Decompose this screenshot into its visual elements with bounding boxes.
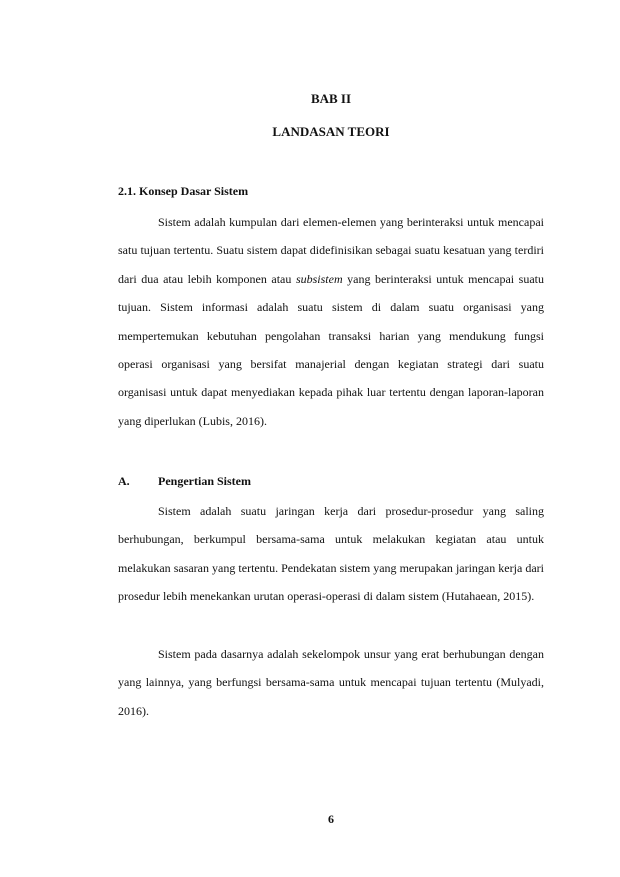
italic-term: subsistem	[295, 271, 343, 286]
subsection-paragraph: Sistem adalah suatu jaringan kerja dari prosedur-prosedur yang saling berhubungan, berkumpul bersama-sama untuk melakukan kegiatan atau untuk melakukan sasaran yang tertentu. Pendekatan sistem yang merupakan jaringan kerja dari prosedur lebih menekankan urutan operasi-operasi di dalam sistem (Hutahaean, 2015).	[118, 504, 544, 604]
paragraph-text: Sistem adalah kumpulan dari elemen-elemen yang berinteraksi untuk mencapai satu tujuan tertentu. Suatu sistem dapat didefinisikan sebagai suatu kesatuan yang terdiri dari dua atau lebih komponen atau	[118, 215, 544, 286]
paragraph-text: yang berinteraksi untuk mencapai suatu tujuan. Sistem informasi adalah suatu sistem di dalam suatu organisasi yang mempertemukan kebutuhan pengolahan transaksi harian yang mendukung fungsi operasi organisasi yang bersifat manajerial dengan kegiatan strategi dari suatu organisasi untuk dapat menyediakan kepada pihak luar tertentu dengan laporan-laporan yang diperlukan (Lubis, 2016).	[118, 271, 545, 428]
chapter-number: BAB II	[310, 91, 352, 106]
page-number: 6	[328, 812, 334, 826]
subsection-title: Pengertian Sistem	[158, 474, 251, 488]
subsection-paragraph: Sistem pada dasarnya adalah sekelompok unsur yang erat berhubungan dengan yang lainnya, yang berfungsi bersama-sama untuk mencapai tujuan tertentu (Mulyadi, 2016).	[118, 647, 544, 718]
subsection-heading	[118, 474, 251, 489]
chapter-title: LANDASAN TEORI	[272, 124, 390, 139]
subsection-letter: A.	[118, 474, 130, 488]
section-heading: 2.1. Konsep Dasar Sistem	[118, 184, 249, 198]
section-paragraph	[118, 208, 544, 435]
